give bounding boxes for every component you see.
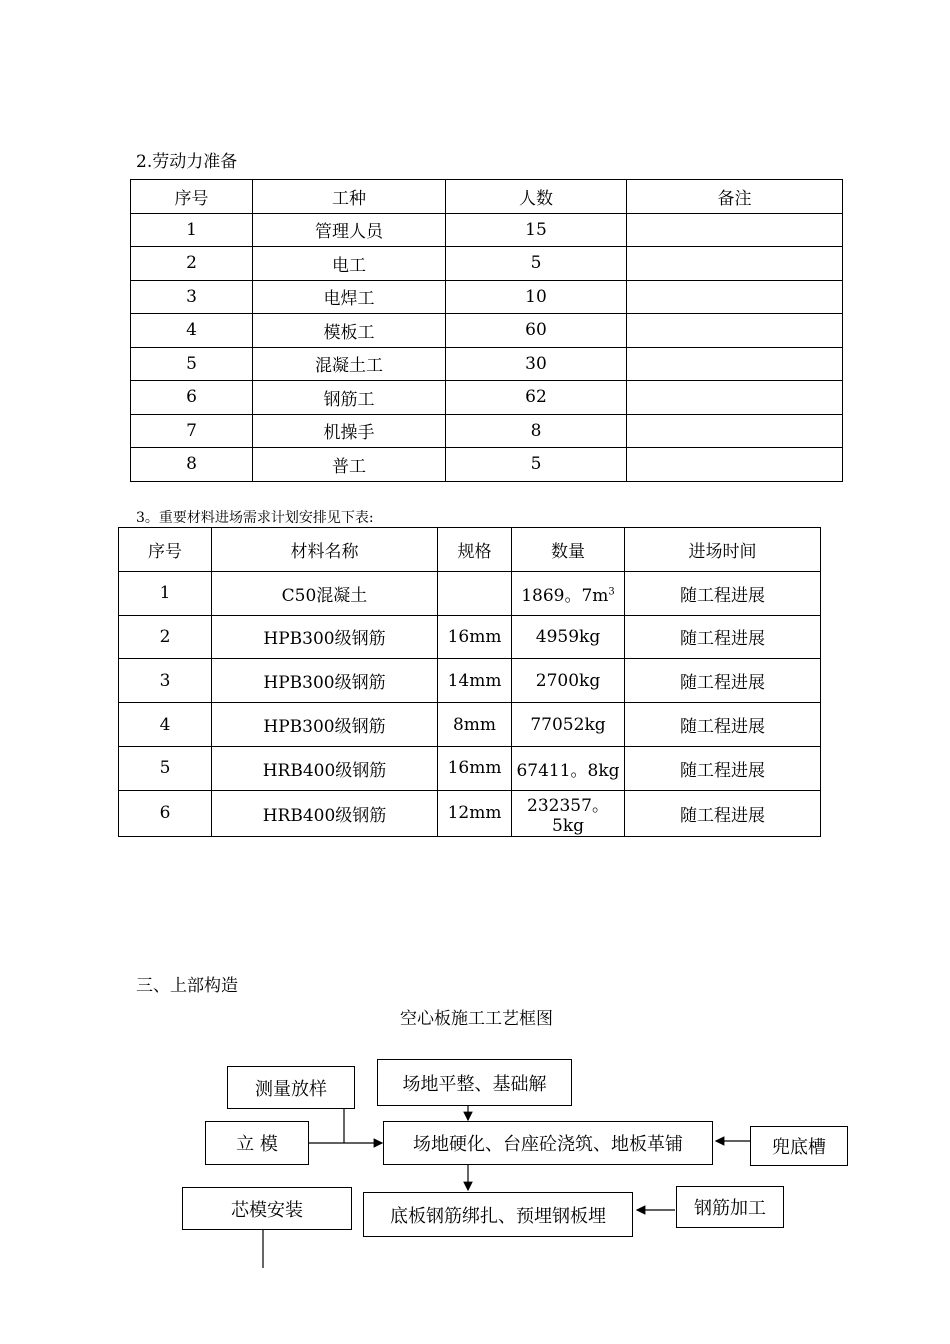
labor-cell: 6 bbox=[131, 381, 253, 415]
labor-cell: 2 bbox=[131, 247, 253, 281]
materials-cell: 随工程进展 bbox=[625, 659, 821, 703]
flow-box-harden: 场地硬化、台座砼浇筑、地板革铺 bbox=[383, 1121, 713, 1165]
materials-cell: 232357。5kg bbox=[512, 790, 625, 836]
materials-cell: HPB300级钢筋 bbox=[212, 615, 438, 659]
materials-cell: 随工程进展 bbox=[625, 571, 821, 615]
materials-cell: HPB300级钢筋 bbox=[212, 659, 438, 703]
materials-heading: 3。重要材料进场需求计划安排见下表: bbox=[136, 510, 374, 526]
materials-cell: 1 bbox=[119, 571, 212, 615]
labor-cell: 5 bbox=[446, 247, 627, 281]
materials-header-cell: 进场时间 bbox=[625, 528, 821, 572]
labor-header-cell: 备注 bbox=[627, 180, 843, 214]
labor-cell: 5 bbox=[446, 448, 627, 482]
flow-box-core-mold: 芯模安装 bbox=[182, 1187, 352, 1230]
quantity-value: 1869。7m bbox=[521, 585, 609, 606]
labor-cell: 60 bbox=[446, 314, 627, 348]
labor-cell: 8 bbox=[131, 448, 253, 482]
labor-cell: 1 bbox=[131, 213, 253, 247]
materials-cell: 随工程进展 bbox=[625, 746, 821, 790]
materials-cell: 6 bbox=[119, 790, 212, 836]
labor-cell: 62 bbox=[446, 381, 627, 415]
labor-cell: 3 bbox=[131, 280, 253, 314]
labor-cell: 8 bbox=[446, 414, 627, 448]
labor-cell: 5 bbox=[131, 347, 253, 381]
flow-box-trench: 兜底槽 bbox=[750, 1126, 848, 1166]
labor-cell: 4 bbox=[131, 314, 253, 348]
flowchart-title: 空心板施工工艺框图 bbox=[400, 1009, 553, 1029]
materials-cell: 随工程进展 bbox=[625, 615, 821, 659]
labor-cell: 电焊工 bbox=[253, 280, 446, 314]
materials-cell: 随工程进展 bbox=[625, 703, 821, 747]
flow-box-rebar-tie: 底板钢筋绑扎、预埋钢板埋 bbox=[363, 1192, 633, 1237]
materials-cell: HRB400级钢筋 bbox=[212, 790, 438, 836]
materials-cell: C50混凝土 bbox=[212, 571, 438, 615]
flow-box-site-level: 场地平整、基础解 bbox=[377, 1059, 572, 1106]
labor-cell: 管理人员 bbox=[253, 213, 446, 247]
labor-cell: 电工 bbox=[253, 247, 446, 281]
structure-heading: 三、上部构造 bbox=[136, 976, 238, 996]
materials-cell: 16mm bbox=[438, 746, 512, 790]
materials-cell: 5 bbox=[119, 746, 212, 790]
materials-cell: 4 bbox=[119, 703, 212, 747]
flow-box-formwork: 立 模 bbox=[205, 1121, 309, 1165]
labor-cell: 15 bbox=[446, 213, 627, 247]
materials-cell: 12mm bbox=[438, 790, 512, 836]
materials-header-cell: 数量 bbox=[512, 528, 625, 572]
labor-cell: 混凝土工 bbox=[253, 347, 446, 381]
materials-cell: 16mm bbox=[438, 615, 512, 659]
flow-box-rebar-process: 钢筋加工 bbox=[676, 1186, 784, 1228]
labor-cell: 钢筋工 bbox=[253, 381, 446, 415]
labor-cell: 10 bbox=[446, 280, 627, 314]
materials-cell: 随工程进展 bbox=[625, 790, 821, 836]
materials-header-cell: 序号 bbox=[119, 528, 212, 572]
materials-cell: HPB300级钢筋 bbox=[212, 703, 438, 747]
materials-cell: 4959kg bbox=[512, 615, 625, 659]
labor-header-cell: 序号 bbox=[131, 180, 253, 214]
materials-cell: 3 bbox=[119, 659, 212, 703]
unit-superscript: 3 bbox=[608, 586, 615, 598]
materials-cell: 67411。8kg bbox=[512, 746, 625, 790]
flow-box-survey: 测量放样 bbox=[227, 1066, 355, 1109]
labor-cell: 普工 bbox=[253, 448, 446, 482]
materials-cell: 14mm bbox=[438, 659, 512, 703]
labor-cell: 30 bbox=[446, 347, 627, 381]
labor-cell: 模板工 bbox=[253, 314, 446, 348]
materials-header-cell: 材料名称 bbox=[212, 528, 438, 572]
materials-cell: 77052kg bbox=[512, 703, 625, 747]
materials-cell: HRB400级钢筋 bbox=[212, 746, 438, 790]
materials-header-cell: 规格 bbox=[438, 528, 512, 572]
labor-heading: 2.劳动力准备 bbox=[136, 152, 238, 172]
materials-cell: 2 bbox=[119, 615, 212, 659]
labor-header-cell: 人数 bbox=[446, 180, 627, 214]
labor-cell: 机操手 bbox=[253, 414, 446, 448]
materials-cell: 2700kg bbox=[512, 659, 625, 703]
labor-header-cell: 工种 bbox=[253, 180, 446, 214]
materials-cell: 8mm bbox=[438, 703, 512, 747]
labor-cell: 7 bbox=[131, 414, 253, 448]
